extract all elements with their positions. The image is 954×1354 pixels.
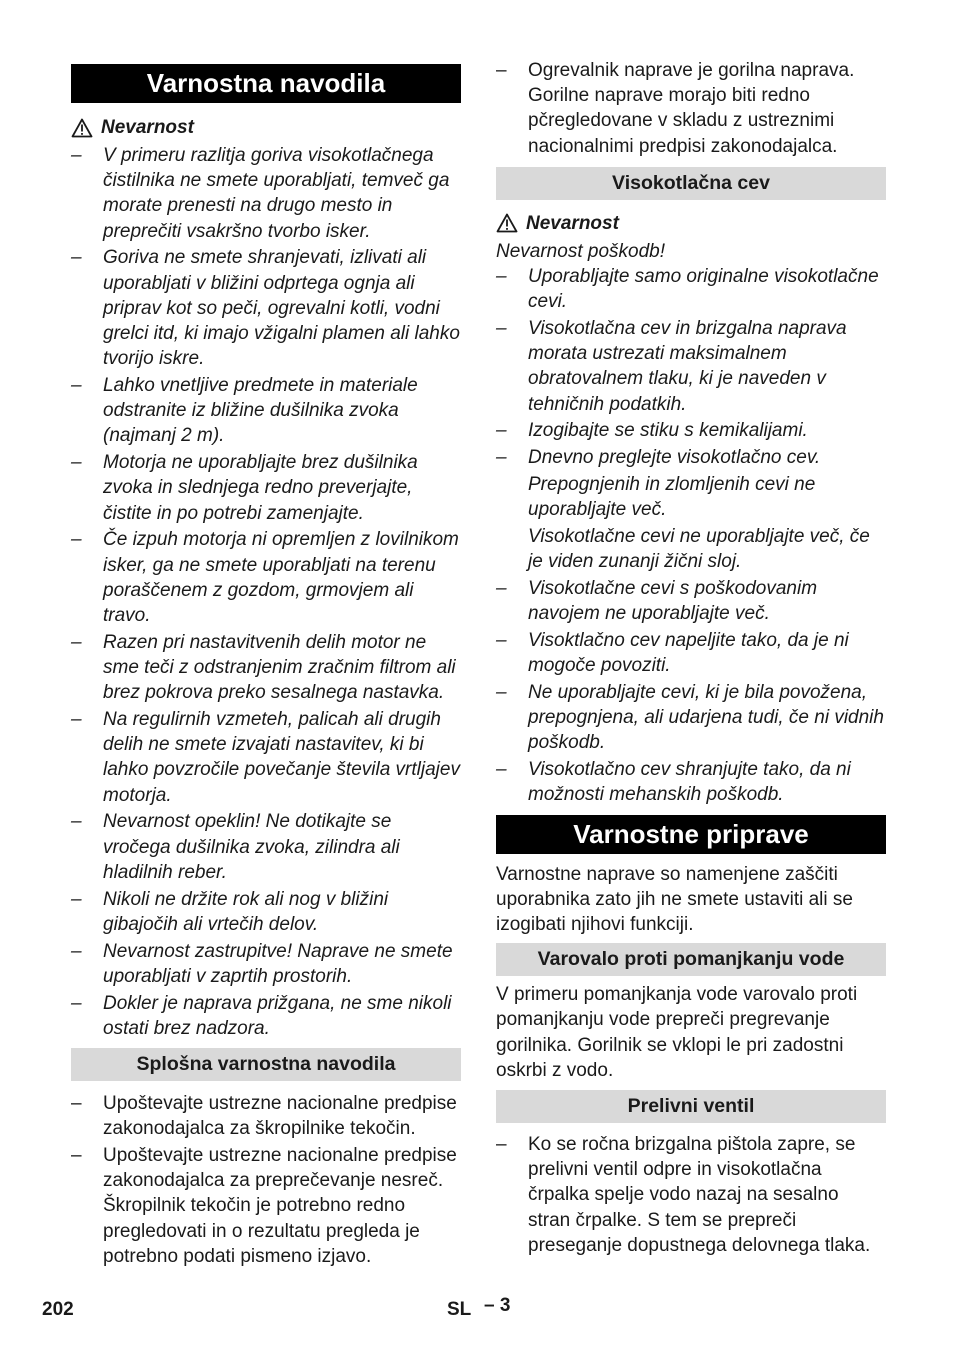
list-item: – Motorja ne uporabljajte brez dušilnika zvoka in slednjega redno preverjajte, čistite in po potrebi zamenjajte. bbox=[71, 452, 418, 524]
warning-triangle-icon bbox=[496, 213, 518, 233]
list-item: – Razen pri nastavitvenih delih motor ne sme teči z odstranjenim zračnim filtrom ali brez pokrova preko sesalnega nastavka. bbox=[71, 631, 456, 704]
burner-list bbox=[496, 58, 886, 159]
hose-list-b bbox=[496, 576, 886, 808]
hose-list-a bbox=[496, 264, 886, 470]
section-title-general-safety: Splošna varnostna navodila bbox=[71, 1048, 461, 1081]
section-title-safety-instructions: Varnostna navodila bbox=[71, 64, 461, 103]
list-item: – Dokler je naprava prižgana, ne sme nikoli ostati brez nadzora. bbox=[71, 992, 452, 1039]
warning-triangle-icon bbox=[71, 118, 93, 138]
left-column bbox=[71, 64, 461, 1271]
section-title-safety-devices: Varnostne priprave bbox=[496, 815, 886, 854]
danger-warning-heading bbox=[71, 115, 461, 140]
list-item: – Visokotlačne cevi s poškodovanim navojem ne uporabljajte več. bbox=[496, 578, 818, 625]
list-item: – V primeru razlitja goriva visokotlačnega čistilnika ne smete uporabljati, temveč ga morate prenesti na drugo mesto in preprečiti vsakršno tvorbo isker. bbox=[71, 145, 450, 242]
page-number: 202 bbox=[42, 1299, 74, 1320]
list-item: – Upoštevajte ustrezne nacionalne predpise zakonodajalca za škropilnike tekočin. bbox=[71, 1093, 457, 1140]
safety-devices-text: Varnostne naprave so namenjene zaščiti uporabnika zato jih ne smete ustaviti ali se izogibati njihovi funkciji. bbox=[496, 863, 853, 936]
section-title-high-pressure-hose: Visokotlačna cev bbox=[496, 167, 886, 200]
section-title-water-shortage-protection: Varovalo proti pomanjkanju vode bbox=[496, 943, 886, 976]
list-item: – Ne uporabljajte cevi, ki je bila povožena, prepognjena, ali udarjena tudi, če ni vidnih poškodb. bbox=[496, 682, 884, 754]
list-item: – Upoštevajte ustrezne nacionalne predpise zakonodajalca za preprečevanje nesreč. Škropilnik tekočin je potrebno redno pregledovati in o rezultatu pregleda je potrebno podati pismeno izjavo. bbox=[71, 1145, 457, 1267]
list-item: – Izogibajte se stiku s kemikalijami. bbox=[496, 420, 808, 442]
overflow-valve-list bbox=[496, 1132, 886, 1258]
list-item: – Visokotlačno cev shranjujte tako, da ni možnosti mehanskih poškodb. bbox=[496, 759, 851, 806]
list-item: – Ogrevalnik naprave je gorilna naprava. Gorilne naprave morajo biti redno pčregledovane v skladu z ustreznimi nacionalnimi predpisi zakonodajalca. bbox=[496, 60, 855, 157]
list-item: – Nikoli ne držite rok ali nog v bližini gibajočih ali vrtečih delov. bbox=[71, 888, 389, 935]
hose-sub-note: Visokotlačne cevi ne uporabljajte več, če je viden zunanji žični sloj. bbox=[528, 526, 870, 573]
list-item: – Na regulirnih vzmeteh, palicah ali drugih delih ne smete izvajati nastavitev, ki bi lahko povzročile povečanje števila vrtljajev motorja. bbox=[71, 709, 460, 806]
section-number: – 3 bbox=[484, 1295, 511, 1316]
language-code: SL bbox=[447, 1299, 472, 1320]
list-item: – Lahko vnetljive predmete in materiale odstranite iz bližine dušilnika zvoka (najmanj 2 m). bbox=[71, 375, 418, 447]
list-item: – Nevarnost opeklin! Ne dotikajte se vročega dušilnika zvoka, zilindra ali hladilnih reber. bbox=[71, 811, 400, 883]
list-item: – Če izpuh motorja ni opremljen z lovilnikom isker, ga ne smete uporabljati na terenu poraščenem z gozdom, grmovjem ali travo. bbox=[71, 529, 459, 627]
hose-sub-note: Prepognjenih in zlomljenih cevi ne uporabljajte več. bbox=[528, 474, 816, 521]
list-item: – Visoktlačno cev napeljite tako, da je ni mogoče povoziti. bbox=[496, 630, 849, 677]
danger-label: Nevarnost bbox=[526, 212, 619, 234]
water-shortage-text: V primeru pomanjkanja vode varovalo proti pomanjkanju vode prepreči pregrevanje gorilnika. Gorilnik se vklopi le pri zadostni oskrbi z vodo. bbox=[496, 984, 858, 1081]
hose-intro: Nevarnost poškodb! bbox=[496, 240, 665, 262]
danger-warning-heading bbox=[496, 211, 886, 236]
general-safety-list bbox=[71, 1091, 461, 1269]
list-item: – Dnevno preglejte visokotlačno cev. bbox=[496, 447, 821, 469]
list-item: – Visokotlačna cev in brizgalna naprava morata ustrezati maksimalnem obratovalnem tlaku, ki je naveden v tehničnih podatkih. bbox=[496, 318, 847, 415]
list-item: – Nevarnost zastrupitve! Naprave ne smete uporabljati v zaprtih prostorih. bbox=[71, 940, 453, 987]
right-column bbox=[496, 58, 886, 1260]
list-item: – Goriva ne smete shranjevati, izlivati ali uporabljati v bližini odprtega ognja ali priprav kot so peči, ogrevalni kotli, vodni grelci itd, ki imajo vžigalni plamen ali lahko tvorijo iskre. bbox=[71, 247, 460, 370]
danger-label: Nevarnost bbox=[101, 117, 194, 138]
danger-list bbox=[71, 143, 461, 1041]
list-item: – Uporabljajte samo originalne visokotlačne cevi. bbox=[496, 266, 879, 313]
list-item: – Ko se ročna brizgalna pištola zapre, se prelivni ventil odpre in visokotlačna črpalka spelje vodo nazaj na sesalno stran črpalke. S tem se prepreči preseganje dopustnega delovnega tlaka. bbox=[496, 1134, 871, 1256]
section-title-overflow-valve: Prelivni ventil bbox=[496, 1090, 886, 1123]
